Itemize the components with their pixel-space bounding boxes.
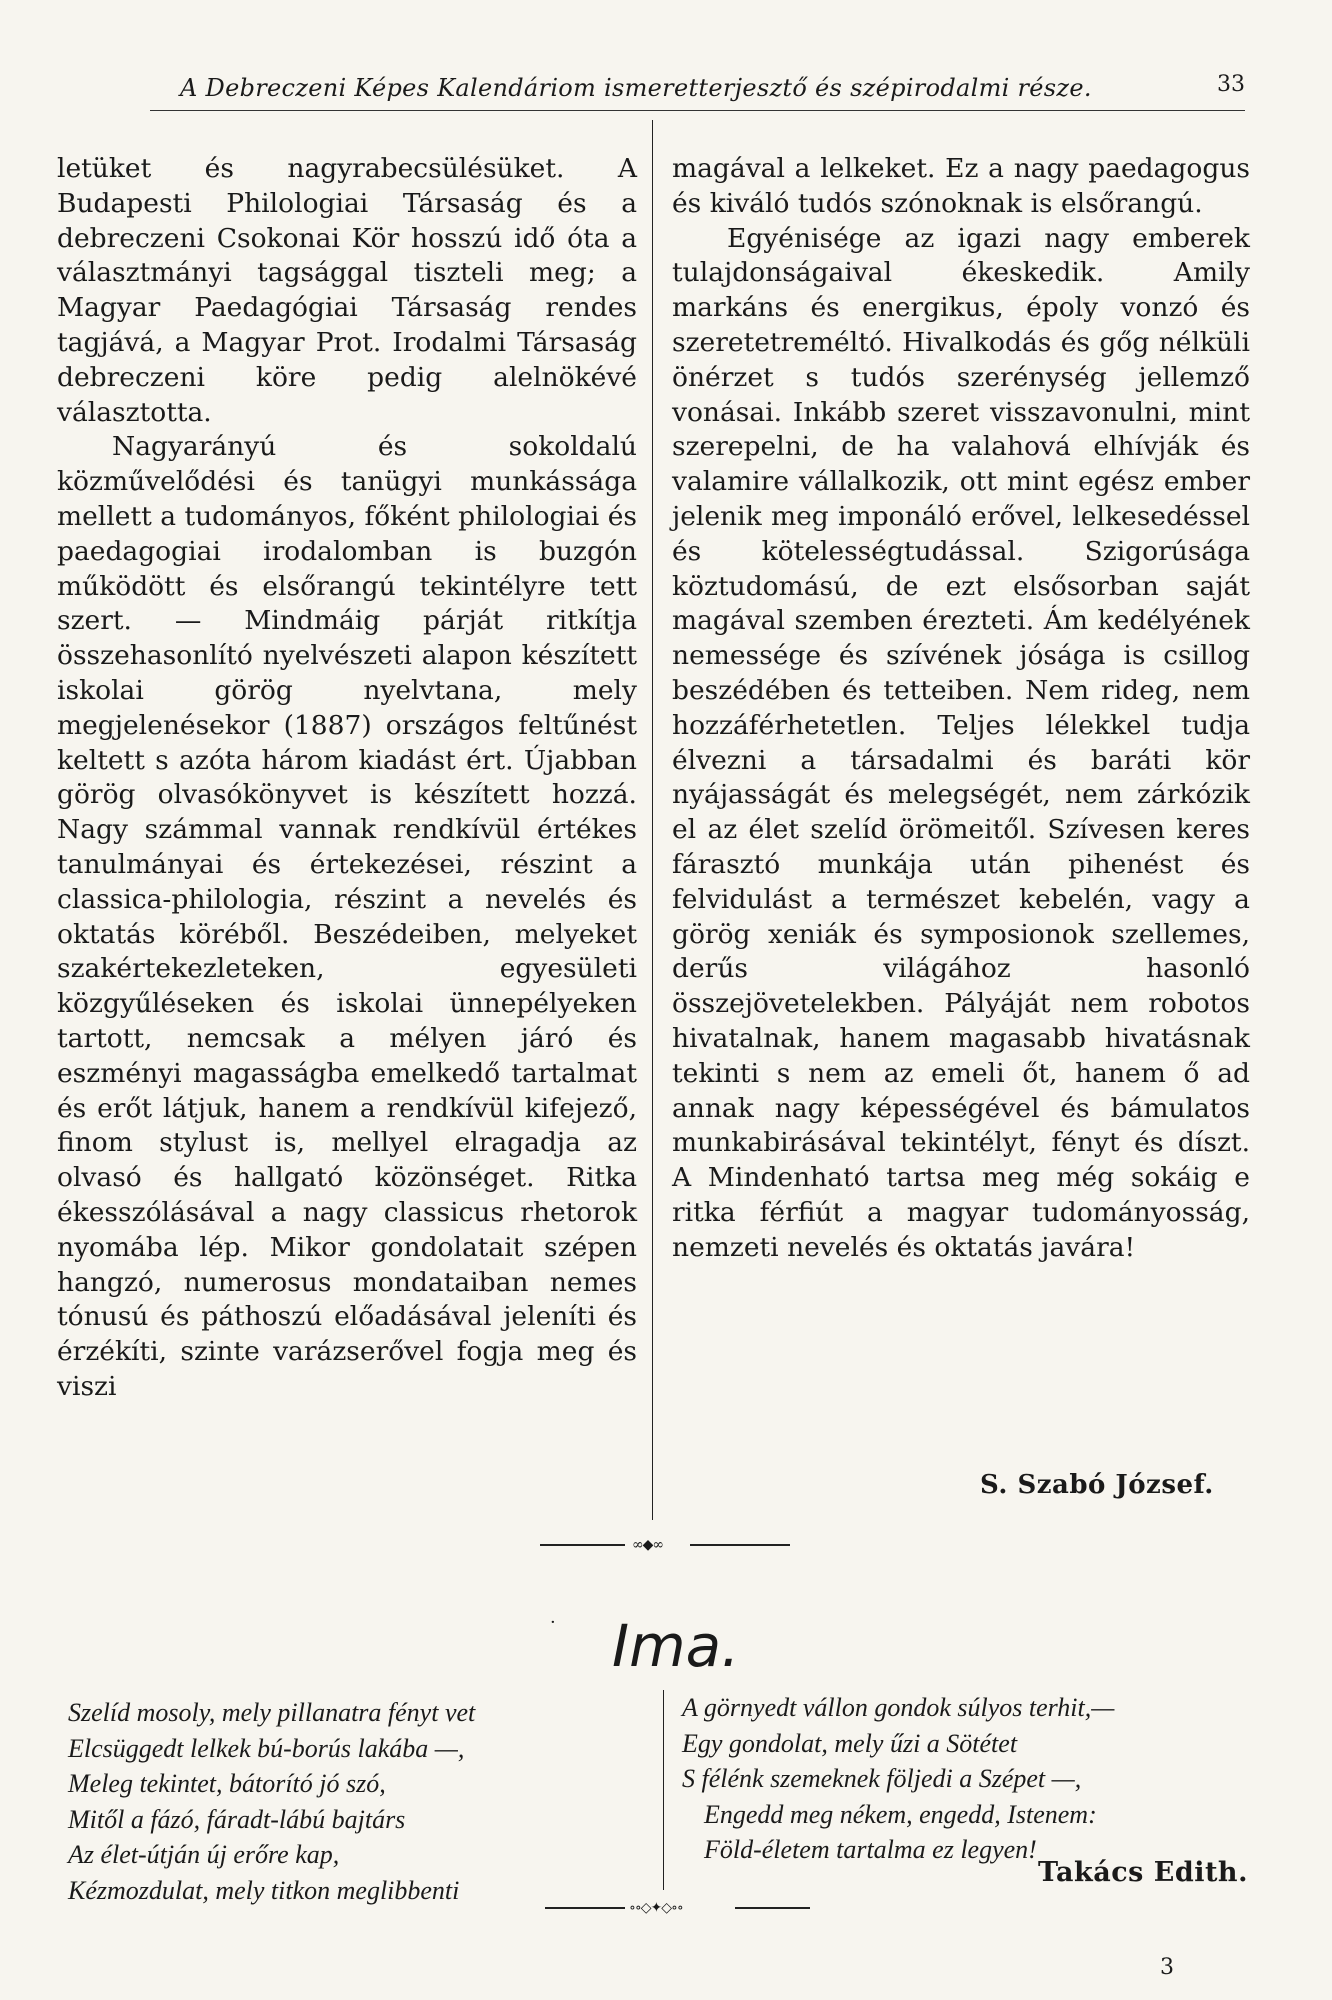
article-paragraph: magával a lelkeket. Ez a nagy paedagogus és kiváló tudós szónoknak is elsőrangú. [672,153,1250,219]
poem-line: Egy gondolat, mely űzi a Sötétet [682,1728,1018,1758]
poem-line: Mitől a fázó, fáradt-lábú bajtárs [68,1804,406,1834]
running-title: A Debreczeni Képes Kalendáriom ismeretterjesztő és szépirodalmi része. [180,74,1092,102]
ornament-flourish-icon: ∞◆∞ [632,1537,664,1553]
ornament-rule [735,1907,810,1909]
poem-line: Meleg tekintet, bátorító jó szó, [68,1769,386,1798]
poem-line: A görnyedt vállon gondok súlyos terhit,— [682,1693,1115,1722]
poem-line: Az élet-útján új erőre kap, [68,1840,340,1869]
poem-column-divider [663,1690,664,1890]
poem-line: Engedd meg nékem, engedd, Istenem: [704,1799,1097,1829]
stray-mark-icon: · [550,1612,556,1633]
poem-line: Kézmozdulat, mely titkon meglibbenti [68,1875,460,1905]
poem-line: Szelíd mosoly, mely pillanatra fényt vet [68,1698,476,1727]
column-divider [652,120,653,1520]
poem-line: Elcsüggedt lelkek bú-borús lakába —, [68,1733,465,1763]
page-number: 33 [1217,72,1245,97]
ornament-flourish-icon: ∘∘◇✦◇∘∘ [629,1900,683,1916]
ornament-rule [545,1907,625,1909]
poem-line: Föld-életem tartalma ez legyen! [704,1835,1037,1864]
article-paragraph: Nagyarányú és sokoldalú közművelődési és tanügyi munkássága mellett a tudományos, főként philologiai és paedagogiai irodalomban is buzgón működött és elsőrangú tekintélyre tett szert. — Mindmáig párját ritkítja összehasonlító nyelvészeti alapon készített iskolai görög nyelvtana, mely megjelenésekor (1887) országos feltűnést keltett s azóta három kiadást ért. Újabban görög olvasókönyvet is készített hozzá. Nagy számmal vannak rendkívül értékes tanulmányai és értekezései, részint a classica-philologia, részint a nevelés és oktatás köréből. Beszédeiben, melyeket szakértekezleteken, egyesületi közgyűléseken és iskolai ünnepélyeken tartott, nemcsak a mélyen járó és eszményi magasságba emelkedő tartalmat és erőt látjuk, hanem a rendkívül kifejező, finom stylust is, mellyel elragadja az olvasó és hallgató közönséget. Ritka ékesszólásával a nagy classicus rhetorok nyomába lép. Mikor gondolatait szépen hangzó, numerosus mondataiban nemes tónusú és páthoszú előadásával jeleníti és érzékíti, szinte varázserővel fogja meg és viszi [57,431,637,1402]
poem-left-stanza [68,1695,475,1908]
article-paragraph: Egyénisége az igazi nagy emberek tulajdonságaival ékeskedik. Amily markáns és energikus, époly vonzó és szeretetreméltó. Hivalkodás és gőg nélküli önérzet s tudós szerénység jellemző vonásai. Inkább szeret visszavonulni, mint szerepelni, de ha valahová elhívják és valamire vállalkozik, ott mint egész ember jelenik meg imponáló erővel, lelkesedéssel és kötelességtudással. Szigorúsága köztudomású, de ezt elsősorban saját magával szemben érezteti. Ám kedélyének nemessége és szívének jósága is csillog beszédében és tetteiben. Nem rideg, nem hozzáférhetetlen. Teljes lélekkel tudja élvezni a társadalmi és baráti kör nyájasságát és melegségét, nem zárkózik el az élet szelíd örömeitől. Szívesen keres fárasztó munkája után pihenést és felvidulást a természet kebelén, vagy a görög xeniák és symposionok szellemes, derűs világához hasonló összejövetelekben. Pályáját nem robotos hivatalnak, hanem magasabb hivatásnak tekinti s nem az emeli őt, hanem ő ad annak nagy képességével és bámulatos munkabirásával tekintélyt, fényt és díszt. A Mindenható tartsa meg még sokáig e ritka férfiút a magyar tudományosság, nemzeti nevelés és oktatás javára! [672,222,1250,1263]
signature-mark: 3 [1160,1955,1174,1980]
article-signature: S. Szabó József. [980,1470,1214,1500]
poem-right-stanza [682,1690,1114,1868]
poem-line: S félénk szemeknek följedi a Szépet —, [682,1764,1082,1793]
closing-ornament [545,1901,810,1915]
article-left-column [57,152,637,1405]
poem-title: Ima. [612,1612,740,1680]
article-right-column [672,152,1250,1266]
article-paragraph: letüket és nagyrabecsülésüket. A Budapesti Philologiai Társaság és a debreczeni Csokonai Kör hosszú idő óta a választmányi tagsággal tiszteli meg; a Magyar Paedagógiai Társaság rendes tagjává, a Magyar Prot. Irodalmi Társaság debreczeni köre pedig alelnökévé választotta. [57,153,637,428]
section-ornament [540,1538,790,1552]
poem-signature: Takács Edith. [1038,1857,1248,1888]
ornament-rule [690,1544,790,1546]
running-header [150,70,1245,111]
ornament-rule [540,1544,625,1546]
